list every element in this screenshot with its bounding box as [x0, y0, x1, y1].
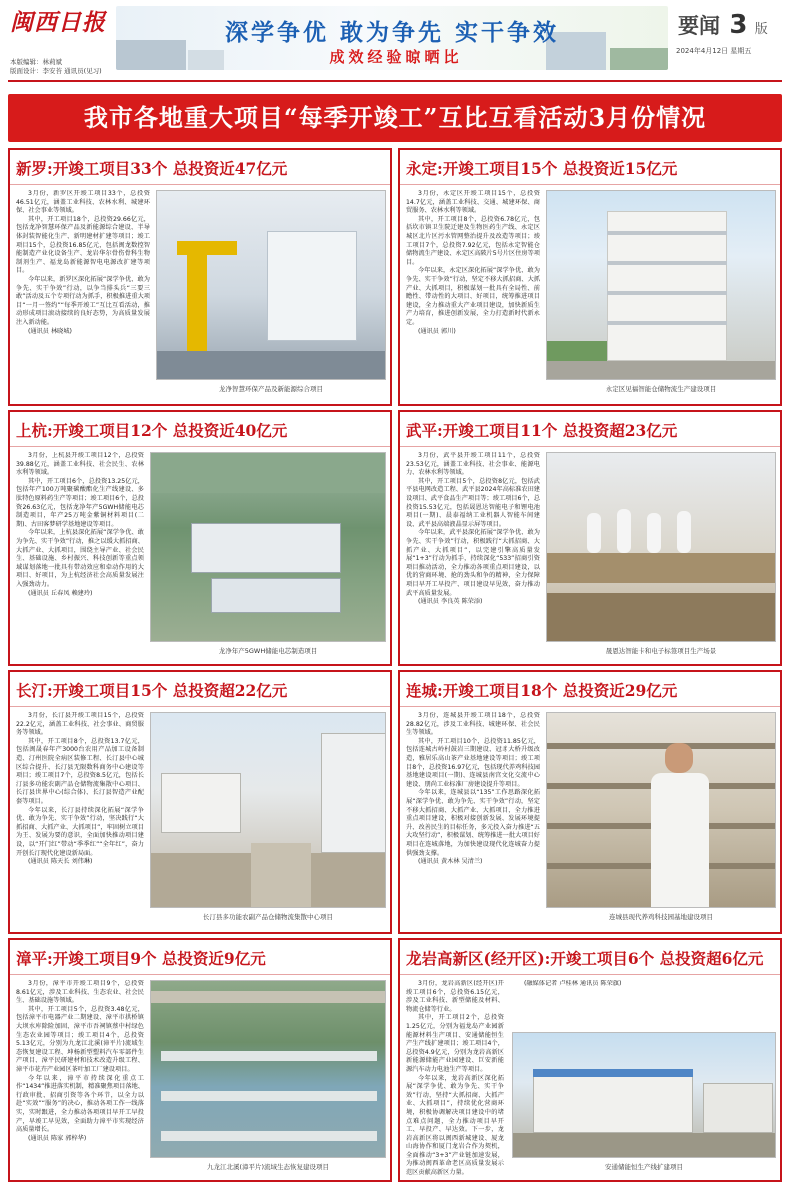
byline: (通讯员 李良英 陈荣添) — [418, 598, 483, 606]
photo-caption: 晟恩达智能卡和电子标签项目生产场景 — [605, 647, 717, 655]
panel-title: 长汀:开竣工项目15个 总投资超22亿元 — [16, 681, 288, 700]
article-photo — [512, 1032, 776, 1158]
paragraph: 3月份，龙岩高新区(经开区)开竣工项目6个，总投资6.15亿元，涉及工业科技、新型储能及材料、物流仓储等行业。 — [406, 980, 504, 1013]
photo-caption: 永定区见福智能仓储物流生产建设项目 — [605, 385, 717, 393]
paragraph: 其中，开工项目8个，总投资6.78亿元，包括坎市镇卫生院迁建及生物医药生产线、永定区城区北片区污水管网整治提升及改造等项目；竣工项目7个，总投资7.92亿元，包括永定智能仓储物流生产建设、永定区高陂片5号片区住房等项目。 — [406, 215, 540, 266]
page-suffix: 版 — [754, 22, 768, 37]
photo-caption: 龙净年产5GWH储能电芯制造项目 — [218, 647, 318, 655]
banner-building-graphic — [188, 50, 224, 70]
article-body — [16, 452, 144, 662]
headline-banner — [8, 94, 782, 142]
photo-caption: 连城县现代养鸡科技园基地建设项目 — [609, 913, 713, 921]
panel-title: 上杭:开竣工项目12个 总投资近40亿元 — [16, 421, 288, 440]
paragraph: 今年以来，连城县以“135”工作思路深化拓展“深学争优、敢为争先、实干争效”行动，坚定不移大抓招商、大抓产业、大抓项目，全力推进重点项目建设，积极对接创新发展、发展环境提升、改善民生的目标任务，多元投入奋力推进“五大攻坚行动”，积极谋划、统筹推进一批大项目好项目在连城落地，为加快建设现代化连城奋力提供强劲支撑。 — [406, 789, 540, 857]
article-photo — [150, 452, 386, 642]
paragraph: 其中，开工项目2个，总投资1.25亿元，分别为福龙岛产业园新能源材料生产项目、安通储能恒生产生产线扩建项目；竣工项目4个，总投资4.9亿元，分别为龙岩高新区新能源储能产业园建设、巨安新能源汽车动力电池生产等项目。 — [406, 1014, 504, 1073]
panel-xinluo — [8, 148, 392, 406]
article-body — [16, 712, 144, 930]
byline: (通讯员 黄木林 吴清兰) — [418, 858, 483, 866]
paragraph: 3月份，永定区开竣工项目15个，总投资14.7亿元，涵盖工业科技、交通、城建环保、商贸服务、农林水利等领域。 — [406, 190, 540, 215]
divider — [400, 446, 780, 447]
byline: (通讯员 林晓城) — [28, 327, 72, 335]
section-name: 要闻 — [678, 14, 720, 38]
page-headline: 我市各地重大项目“每季开竣工”互比互看活动3月份情况 — [83, 103, 707, 132]
divider — [10, 706, 390, 707]
paragraph: 3月份，武平县开竣工项目11个，总投资23.53亿元，涵盖工业科技、社会事业、能源电力、农林水利等领域。 — [406, 452, 540, 477]
masthead — [0, 0, 790, 88]
panel-title: 龙岩高新区(经开区):开竣工项目6个 总投资超6亿元 — [406, 949, 764, 968]
article-body — [16, 980, 144, 1178]
panel-shanghang — [8, 410, 392, 666]
panel-liancheng — [398, 670, 782, 934]
photo-caption: 长汀县多功能农副产品仓储物流集散中心项目 — [203, 913, 333, 921]
paragraph: 今年以来，龙岩高新区深化拓展“深学争优、敢为争先、实干争效”行动，坚持“大抓招商、大抓产业、大抓项目”，持续优化营商环境，积极协调解决项目建设中的堵点难点问题，全力推动项目早开工、早投产、早达效。下一步，龙岩高新区将以闽西新城建设、厦龙山海协作和厦门龙岩合作为契机，全面推动“3+3”产业链加速发展，为推动闽西革命老区高质量发展示范区贡献高新区力量。 — [406, 1074, 504, 1177]
paragraph: 3月份，长汀县开竣工项目15个，总投资22.2亿元，涵盖工业科技、社会事业、商贸服务等领域。 — [16, 712, 144, 737]
paragraph: 其中，开工项目5个，总投资8亿元，包括武平县电网改造工程、武平县2024年高标准农田建设项目、武平食品生产项目等；竣工项目6个，总投资15.53亿元，包括晟恩达智能电子和锂电池项目(一期)、晨泰福纳工业机器人智能车间建设、武平县高端液晶显示屏等项目。 — [406, 477, 540, 528]
newspaper-logo: 闽西日报 — [10, 9, 106, 36]
divider — [10, 446, 390, 447]
article-photo — [546, 190, 776, 380]
editor-credits — [10, 58, 102, 76]
panel-changting — [8, 670, 392, 934]
panel-wuping — [398, 410, 782, 666]
article-photo — [150, 980, 386, 1158]
byline: (通讯员 陈天长 刘伟琳) — [28, 858, 93, 866]
panel-title: 漳平:开竣工项目9个 总投资近9亿元 — [16, 949, 266, 968]
designer-line: 版面设计：李安苔 通讯员(见习) — [10, 67, 102, 75]
paragraph: 3月份，新罗区开竣工项目33个，总投资46.51亿元，涵盖工业科技、农林水利、城建环保、社会事业等领域。 — [16, 190, 150, 215]
photo-caption: 安通储能恒生产线扩建项目 — [605, 1163, 683, 1171]
paragraph: 其中，开工项目18个，总投资29.66亿元，包括龙净智慧环保产品及新能源综合建设、半导体封装智能化生产、新明建材扩建等项目；竣工项目15个，总投资16.85亿元，包括闽龙数控智能制造产业化设备生产、龙岩华尔骨伤骨科生物制剂生产、福龙岛新能源智电电源改扩建等项目。 — [16, 215, 150, 275]
paragraph: 其中，开工项目8个，总投资13.7亿元，包括闽晟春年产3000台农用产品加工设备制造、汀州医院全病区装修工程、长汀县中心城区综合提升、长汀县无限数科商务中心建设等项目；竣工项目7个，总投资8.5亿元，包括长汀县多功能农副产品仓储物流集散中心项目、长汀县世界中心(综合体)、长汀县智造产业配套等项目。 — [16, 737, 144, 805]
paragraph: 其中，开工项目10个，总投资11.85亿元，包括连城古岭村鼓岩三期建设、冠豸大桥升级改造，雅居乐高山茶产业基地建设等项目；竣工项目8个，总投资16.97亿元，包括现代养鸡科技园基地建设项目(一期)、连城县南宫文化交流中心建设、朋尚工业标准厂房建设提升等项目。 — [406, 737, 540, 788]
divider — [10, 974, 390, 975]
editor-line: 本版编辑：林莉斌 — [10, 58, 62, 66]
paragraph: 今年以来，上杭县深化拓展“深学争优、敢为争先、实干争效”行动，推之以缓大抓招商、大抓产业、大抓项目，围绕主导产业、社会民生、基础设施、乡村振兴、科技创新等重点领域谋划落地一批具有带动效应和牵动作用的大项目、好项目，为上杭经济社会高质量发展注入强劲动力。 — [16, 529, 144, 588]
campaign-banner — [116, 6, 668, 70]
paragraph: 其中，开工项目6个，总投资13.25亿元，包括年产100万吨聚碳酸酯化生产线建设、多肽特色原料药生产等项目；竣工项目6个，总投资26.63亿元，包括龙净年产5GWH储能电芯制造项目，年产25万吨金紫铜材料项目(二期)、古田客梦研学基地建设等项目。 — [16, 477, 144, 528]
banner-tree-graphic — [610, 48, 668, 70]
section-label — [678, 10, 768, 40]
publication-date: 2024年4月12日 星期五 — [676, 47, 752, 55]
paragraph: 3月份，上杭县开竣工项目12个，总投资39.88亿元，涵盖工业科技、社会民生、农林水利等领域。 — [16, 452, 144, 477]
article-body — [16, 190, 150, 402]
byline: (融媒体记者 卢桂林 通讯员 陈荣旗) — [524, 980, 622, 987]
paragraph: 其中，开工项目5个，总投资3.48亿元，包括漳平市电器产业二期建设、漳平市拱桥镇大坝水库除险加固、漳平市吾祠镇蔡中村绿色生态农业园等项目；竣工项目4个，总投资5.13亿元，分别为九龙江北溪(漳平片)流域生态恢复建设工程、坤杨新型塑料汽车零部件生产项目、漳平民研建材和技术改造升级工程、漳平市花卉产业园区茶叶加工厂建设项目。 — [16, 1005, 144, 1073]
paragraph: 3月份，漳平市开竣工项目9个，总投资8.61亿元，涉及工业科技、生态农业、社会民生、基础设施等领域。 — [16, 980, 144, 1005]
photo-caption: 龙净智慧环保产品及新能源综合项目 — [219, 385, 323, 393]
article-photo — [546, 452, 776, 642]
article-body — [406, 980, 504, 1178]
banner-slogan: 深学争优 敢为争先 实干争效 — [224, 19, 559, 46]
paragraph: 3月份，连城县开竣工项目18个，总投资28.82亿元，涉及工业科技、城建环保、社会民生等领域。 — [406, 712, 540, 737]
panel-title: 武平:开竣工项目11个 总投资超23亿元 — [406, 421, 678, 440]
panel-yongding — [398, 148, 782, 406]
paragraph: 今年以来，漳平市持续深化重点工作“1434”推进落实机制，精准聚焦项目落地、行政审批、招商引资等各个环节，以全力以赴“实效”“服务”的决心，推动各项工作一线落实，实时跟进，全力推动各项项目早开工早投产，早竣工早见效，全面助力漳平市实现经济高质量增长。 — [16, 1074, 144, 1134]
masthead-divider — [8, 80, 782, 82]
article-photo — [150, 712, 386, 908]
panel-gaoxin — [398, 938, 782, 1182]
byline: (通讯员 丘春凤 赖建玲) — [28, 589, 93, 597]
divider — [400, 974, 780, 975]
divider — [400, 706, 780, 707]
byline: (通讯员 陈家 郭梓华) — [28, 1134, 87, 1142]
article-body — [406, 452, 540, 662]
divider — [400, 184, 780, 185]
article-body-continued — [512, 980, 776, 1026]
article-photo — [156, 190, 386, 380]
paragraph: 今年以来，武平县深化拓展“深学争优、敢为争先、实干争效”行动，积极践行“大抓招商、大抓产业、大抓项目”，以完建引擎高质量发展“1+3”行动为抓手，持续深化“533”招商引资项目推动活动，全力推动各项重点项目建设，以优的营商环境、抢的劲头和争的精神，全力保障项目早开工早投产、项目建设早见效，奋力推动武平高质量发展。 — [406, 529, 540, 597]
panel-title: 永定:开竣工项目15个 总投资近15亿元 — [406, 159, 678, 178]
panel-zhangping — [8, 938, 392, 1182]
byline: (通讯员 郭川) — [418, 327, 456, 335]
page-number: 3 — [729, 10, 748, 40]
panel-title: 连城:开竣工项目18个 总投资近29亿元 — [406, 681, 678, 700]
banner-subtitle: 成效经验晾晒比 — [329, 48, 463, 66]
paragraph: 今年以来，新罗区深化拓展“深学争优、敢为争先、实干争效”行动，以争当排头兵“三要三敢”活动及五个专项行动为抓手，积极推进重大项目“一月一签约”“每季开竣工”互比互看活动，推动形成项目滚动接续的良好态势，为高质量发展注入新动能。 — [16, 275, 150, 326]
article-body — [406, 190, 540, 402]
paragraph: 今年以来，长汀县持续深化拓展“深学争优、敢为争先、实干争效”行动，坚决践行“大抓招商、大抓产业、大抓项目”，牢固树立项目为王、发展为要的意识，全面加快推动项目建设，以“开门红”带动“季季红”“全年红”，奋力开创长汀现代化建设新局面。 — [16, 806, 144, 857]
paragraph: 今年以来，永定区深化拓展“深学争优、敢为争先、实干争效”行动，坚定不移大抓招商、大抓产业、大抓项目，积极谋划一批具有全局性、前瞻性、带动性的大项目、好项目，统筹推进项目建设，全力推动重大产业项目建设，加快新质生产力培育，推进创新发展，全力打造新时代新永定。 — [406, 267, 540, 326]
photo-caption: 九龙江北溪(漳平片)流域生态恢复建设项目 — [206, 1163, 330, 1171]
panel-title: 新罗:开竣工项目33个 总投资近47亿元 — [16, 159, 288, 178]
divider — [10, 184, 390, 185]
article-photo — [546, 712, 776, 908]
article-body — [406, 712, 540, 930]
